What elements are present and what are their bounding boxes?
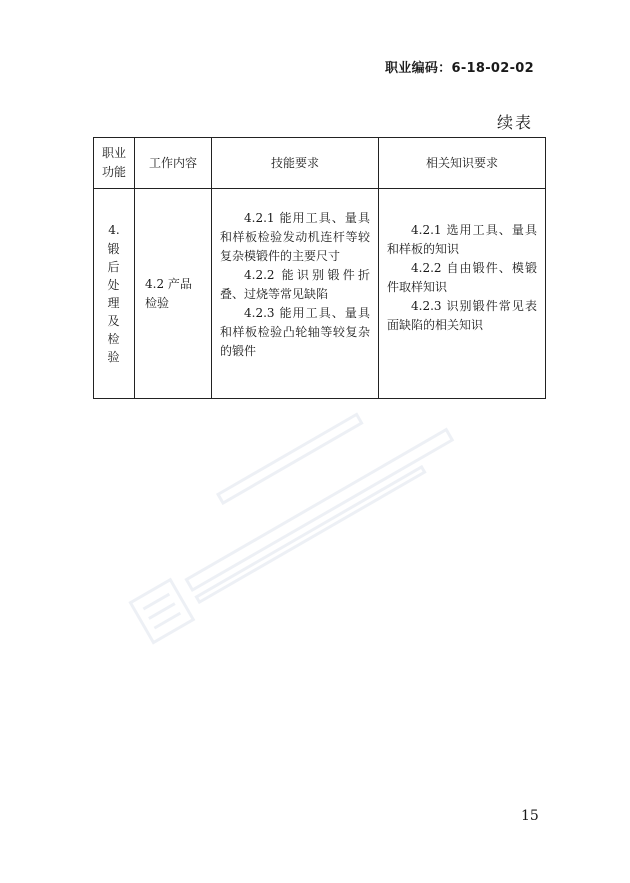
knowledge-item: 4.2.3 识别锻件常见表面缺陷的相关知识 (387, 299, 537, 332)
knowledge-item: 4.2.1 选用工具、量具和样板的知识 (387, 223, 537, 256)
skills-cell (212, 189, 379, 399)
work-content-text: 4.2 产品检验 (145, 276, 192, 310)
knowledge-item: 4.2.2 自由锻件、模锻件取样知识 (387, 261, 537, 294)
skill-item: 4.2.1 能用工具、量具和样板检验发动机连杆等较复杂模锻件的主要尺寸 (220, 211, 370, 263)
column-header-skills: 技能要求 (212, 138, 379, 189)
skill-item: 4.2.3 能用工具、量具和样板检验凸轮轴等较复杂的锻件 (220, 306, 370, 358)
function-cell (94, 189, 135, 399)
function-name: 锻后处理及检验 (107, 241, 121, 364)
continued-label: 续表 (496, 113, 533, 132)
column-header-knowledge: 相关知识要求 (379, 138, 546, 189)
work-content-cell (135, 189, 212, 399)
skill-item: 4.2.2 能识别锻件折叠、过烧等常见缺陷 (220, 268, 370, 301)
page-number: 15 (521, 808, 539, 824)
publisher-watermark-icon (95, 395, 515, 655)
column-header-function: 职业功能 (94, 138, 135, 189)
function-number: 4. (108, 222, 120, 237)
table-header-row (94, 138, 546, 189)
knowledge-cell (379, 189, 546, 399)
table-row (94, 189, 546, 399)
occupation-code: 职业编码：6-18-02-02 (384, 61, 534, 76)
skill-requirements-table (93, 137, 546, 399)
column-header-work-content: 工作内容 (135, 138, 212, 189)
